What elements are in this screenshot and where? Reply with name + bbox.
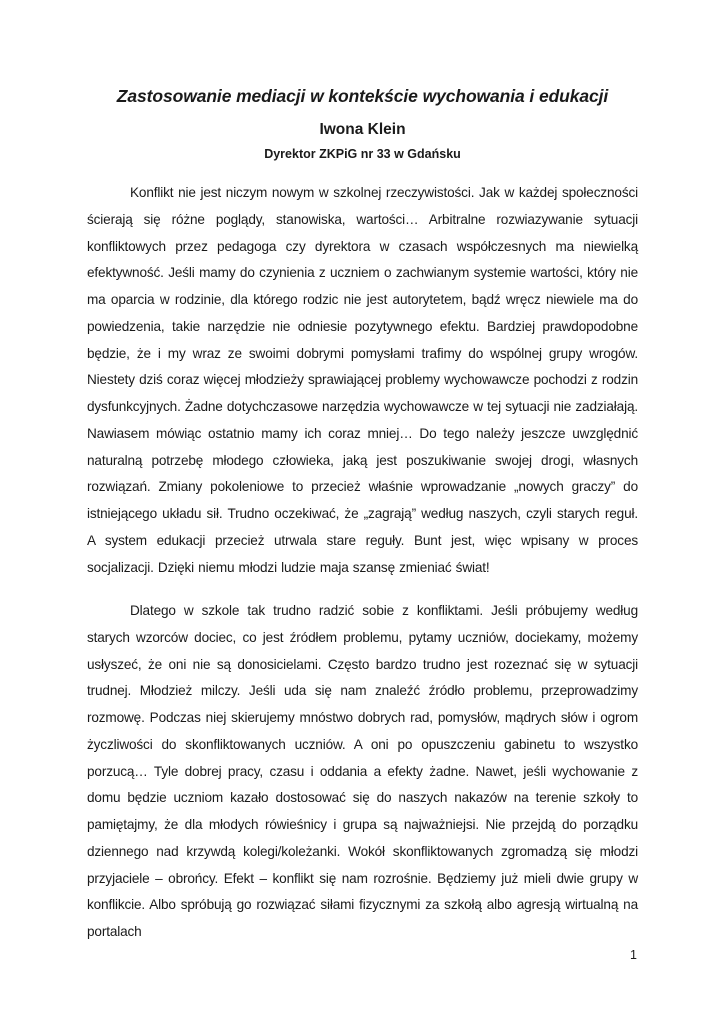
body-paragraph-2: Dlatego w szkole tak trudno radzić sobie z konfliktami. Jeśli próbujemy według starych wzorców dociec, co jest źródłem problemu, pytamy uczniów, dociekamy, możemy usłyszeć, że oni nie są donosicielami. Często bardzo trudno jest rozeznać się w sytuacji trudnej. Młodzież milczy. Jeśli uda się nam znaleźć źródło problemu, przeprowadzimy rozmowę. Podczas niej skierujemy mnóstwo dobrych rad, pomysłów, mądrych słów i ogrom życzliwości do skonfliktowanych uczniów. A oni po opuszczeniu gabinetu to wszystko porzucą… Tyle dobrej pracy, czasu i oddania a efekty żadne. Nawet, jeśli wychowanie z domu będzie uczniom kazało dostosować się do naszych nakazów na terenie szkoły to pamiętajmy, że dla młodych rówieśnicy i grupa są najważniejsi. Nie przejdą do porządku dziennego nad krzywdą kolegi/koleżanki. Wokół skonfliktowanych zgromadzą się młodzi przyjaciele – obrońcy. Efekt – konflikt się nam rozrośnie. Będziemy już mieli dwie grupy w konflikcie. Albo spróbują go rozwiązać siłami fizycznymi za szkołą albo agresją wirtualną na portalach <box>87 603 638 939</box>
page-number: 1 <box>630 948 637 962</box>
document-title: Zastosowanie mediacji w kontekście wychowania i edukacji <box>116 86 609 106</box>
author-name: Iwona Klein <box>319 121 406 138</box>
body-paragraph-1: Konflikt nie jest niczym nowym w szkolnej rzeczywistości. Jak w każdej społeczności ścierają się różne poglądy, stanowiska, wartości… Arbitralne rozwiazywanie sytuacji konfliktowych przez pedagoga czy dyrektora w czasach współczesnych ma niewielką efektywność. Jeśli mamy do czynienia z uczniem o zachwianym systemie wartości, który nie ma oparcia w rodzinie, dla którego rodzic nie jest autorytetem, bądź wręcz niewiele ma do powiedzenia, takie narzędzie nie odniesie pozytywnego efektu. Bardziej prawdopodobne będzie, że i my wraz ze swoimi dobrymi pomysłami trafimy do wspólnej grupy wrogów. Niestety dziś coraz więcej młodzieży sprawiającej problemy wychowawcze pochodzi z rodzin dysfunkcyjnych. Żadne dotychczasowe narzędzia wychowawcze w tej sytuacji nie zadziałają. Nawiasem mówiąc ostatnio mamy ich coraz mniej… Do tego należy jeszcze uwzględnić naturalną potrzebę młodego człowieka, jaką jest poszukiwanie swojej drogi, własnych rozwiązań. Zmiany pokoleniowe to przecież właśnie wprowadzanie „nowych graczy” do istniejącego układu sił. Trudno oczekiwać, że „zagrają” według naszych, czyli starych reguł. A system edukacji przecież utrwala stare reguły. Bunt jest, więc wpisany w proces socjalizacji. Dzięki niemu młodzi ludzie maja szansę zmieniać świat! <box>87 185 638 575</box>
author-affiliation: Dyrektor ZKPiG nr 33 w Gdańsku <box>264 147 461 161</box>
